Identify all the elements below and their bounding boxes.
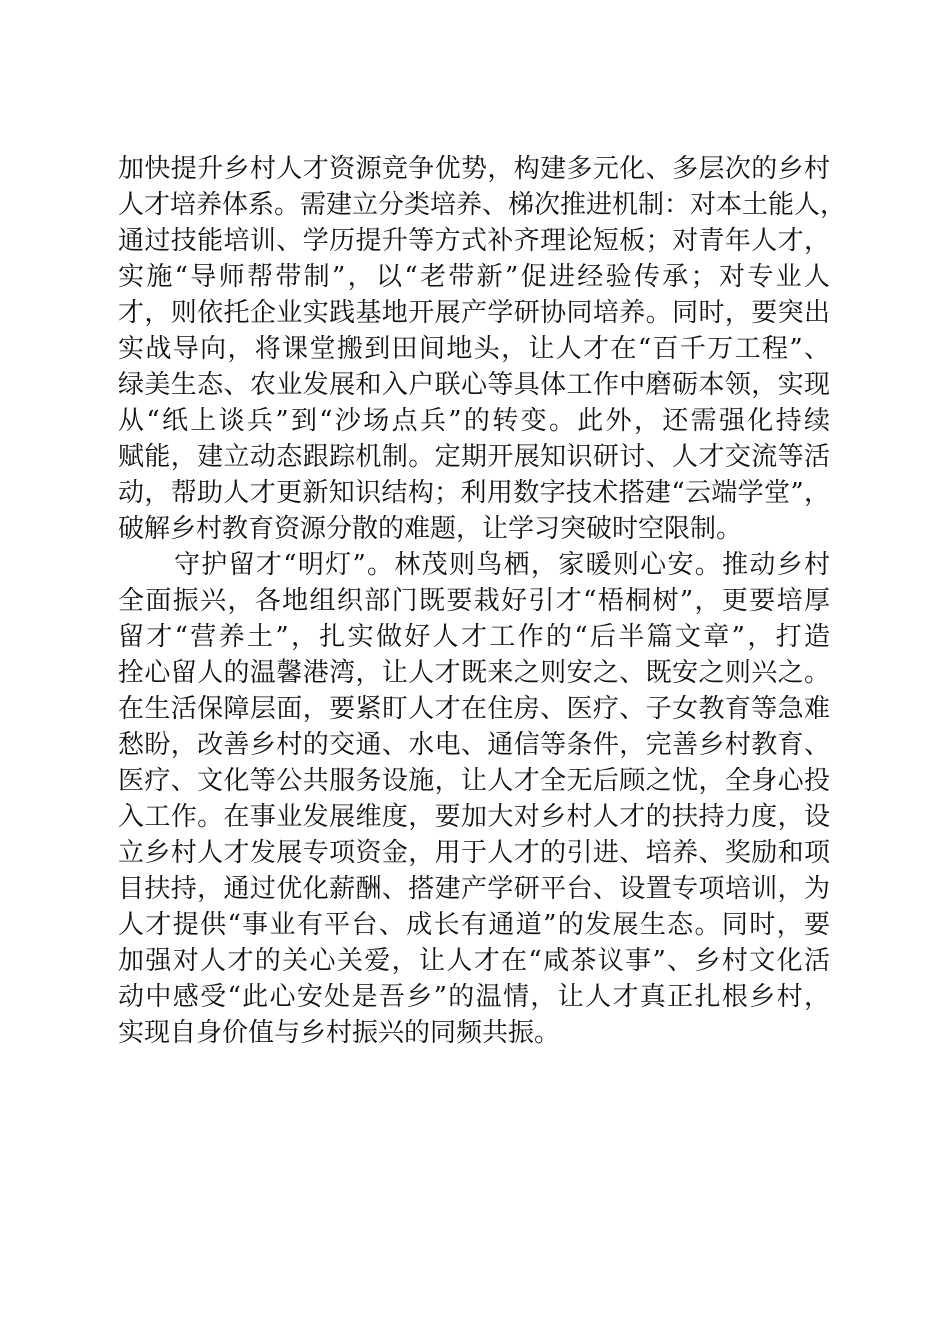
paragraph-line: 全面振兴，各地组织部门既要栽好引才“梧桐树”，更要培厚 [118, 586, 830, 616]
paragraph-line: 动中感受“此心安处是吾乡”的温情，让人才真正扎根乡村， [118, 982, 830, 1012]
paragraph-line: 动，帮助人才更新知识结构；利用数字技术搭建“云端学堂”， [118, 478, 830, 508]
document-body [118, 151, 847, 1051]
paragraph-line: 加快提升乡村人才资源竞争优势，构建多元化、多层次的乡村 [118, 154, 830, 184]
paragraph-line: 才，则依托企业实践基地开展产学研协同培养。同时，要突出 [118, 298, 830, 328]
paragraph-line: 从“纸上谈兵”到“沙场点兵”的转变。此外，还需强化持续 [118, 406, 830, 436]
paragraph-line: 破解乡村教育资源分散的难题，让学习突破时空限制。 [118, 514, 743, 544]
paragraph-line: 实现自身价值与乡村振兴的同频共振。 [118, 1018, 561, 1048]
paragraph-line: 人才提供“事业有平台、成长有通道”的发展生态。同时，要 [118, 910, 830, 940]
paragraph-line: 绿美生态、农业发展和入户联心等具体工作中磨砺本领，实现 [118, 370, 830, 400]
paragraph-line: 赋能，建立动态跟踪机制。定期开展知识研讨、人才交流等活 [118, 442, 830, 472]
paragraph-line: 愁盼，改善乡村的交通、水电、通信等条件，完善乡村教育、 [118, 730, 830, 760]
paragraph-line: 实施“导师帮带制”，以“老带新”促进经验传承；对专业人 [118, 262, 830, 292]
paragraph-line: 在生活保障层面，要紧盯人才在住房、医疗、子女教育等急难 [118, 694, 830, 724]
paragraph-line: 拴心留人的温馨港湾，让人才既来之则安之、既安之则兴之。 [118, 658, 830, 688]
paragraph-line: 留才“营养土”，扎实做好人才工作的“后半篇文章”，打造 [118, 622, 830, 652]
paragraph-line: 守护留才“明灯”。林茂则鸟栖，家暖则心安。推动乡村 [174, 550, 830, 580]
paragraph-line: 入工作。在事业发展维度，要加大对乡村人才的扶持力度，设 [118, 802, 830, 832]
paragraph-talent-retention [118, 547, 830, 1051]
paragraph-line: 实战导向，将课堂搬到田间地头，让人才在“百千万工程”、 [118, 334, 830, 364]
paragraph-talent-cultivation [118, 151, 847, 547]
paragraph-line: 加强对人才的关心关爱，让人才在“咸茶议事”、乡村文化活 [118, 946, 830, 976]
paragraph-line: 人才培养体系。需建立分类培养、梯次推进机制：对本土能人， [118, 190, 847, 220]
paragraph-line: 立乡村人才发展专项资金，用于人才的引进、培养、奖励和项 [118, 838, 830, 868]
paragraph-line: 目扶持，通过优化薪酬、搭建产学研平台、设置专项培训，为 [118, 874, 830, 904]
paragraph-line: 医疗、文化等公共服务设施，让人才全无后顾之忧，全身心投 [118, 766, 830, 796]
paragraph-line: 通过技能培训、学历提升等方式补齐理论短板；对青年人才， [118, 226, 830, 256]
